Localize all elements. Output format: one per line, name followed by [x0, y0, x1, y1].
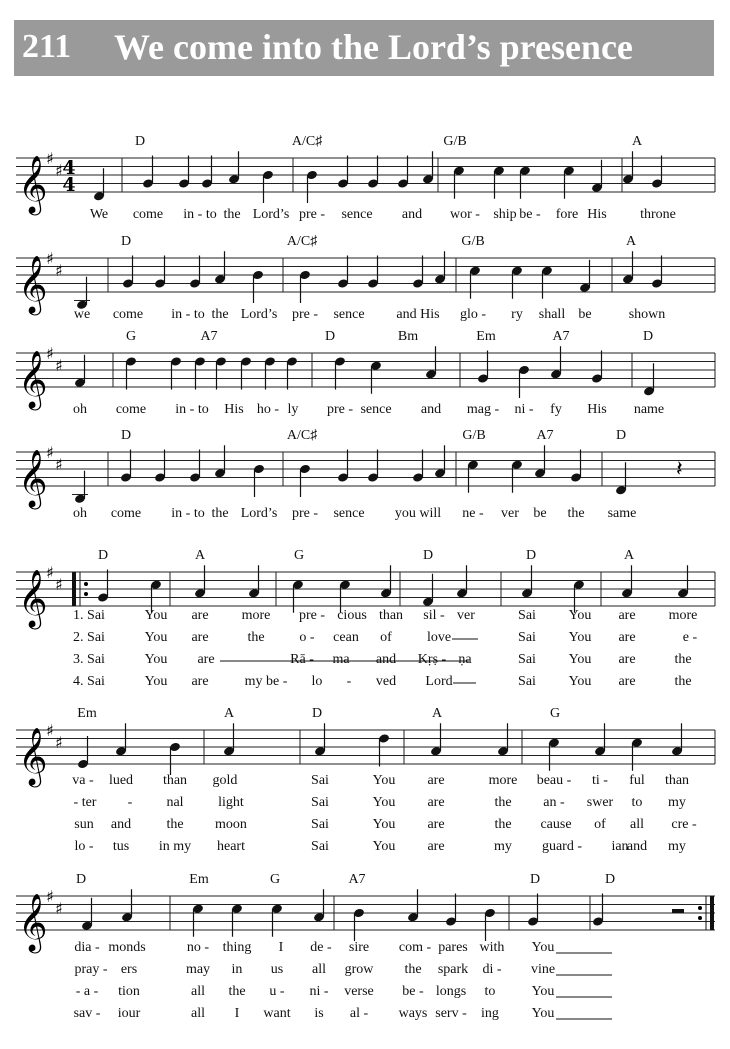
lyric-syllable: com - — [398, 940, 432, 955]
chord-symbol: D — [422, 548, 434, 563]
lyric-syllable: pre - — [298, 608, 326, 623]
lyric-syllable: - — [346, 674, 352, 689]
chord-symbol: G — [293, 548, 305, 563]
lyric-syllable: iour — [117, 1006, 141, 1021]
lyric-syllable: the — [674, 674, 692, 689]
lyric-syllable: cean — [333, 630, 359, 645]
lyric-syllable: in - to — [175, 402, 209, 417]
lyric-syllable: the — [247, 630, 265, 645]
lyric-syllable: - — [127, 795, 133, 810]
lyric-syllable: us — [270, 962, 284, 977]
lyric-syllable: want — [263, 1006, 291, 1021]
chord-symbol: A — [431, 706, 443, 721]
lyric-syllable: and — [420, 402, 442, 417]
lyric-syllable: longs — [435, 984, 467, 999]
lyric-syllable: the — [211, 506, 229, 521]
lyric-syllable: in - to — [171, 307, 205, 322]
lyric-syllable: come — [132, 207, 164, 222]
lyric-syllable: be - — [519, 207, 541, 222]
lyric-syllable: al - — [349, 1006, 369, 1021]
lyric-syllable: You — [568, 652, 592, 667]
chord-symbol: A7 — [200, 329, 218, 344]
repeat-dot — [84, 582, 88, 586]
lyric-syllable: ti - — [592, 773, 608, 788]
lyric-syllable: Sai — [518, 608, 536, 623]
treble-clef-icon: 𝄞 — [18, 155, 48, 213]
sharp-sign: ♯ — [46, 443, 54, 462]
lyric-syllable: throne — [640, 207, 676, 222]
lyric-syllable: u - — [269, 984, 285, 999]
lyric-syllable: more — [488, 773, 518, 788]
lyric-syllable: You — [568, 674, 592, 689]
lyric-syllable: You — [144, 674, 168, 689]
lyric-syllable: Lord — [425, 674, 453, 689]
chord-symbol: A/C♯ — [286, 234, 318, 249]
lyric-syllable: are — [427, 773, 445, 788]
chord-symbol: D — [642, 329, 654, 344]
lyric-syllable: we — [73, 307, 91, 322]
lyric-syllable: pre - — [326, 402, 354, 417]
lyric-syllable: ma — [332, 652, 350, 667]
lyric-syllable: lo — [311, 674, 323, 689]
lyric-syllable: ly — [287, 402, 299, 417]
lyric-syllable: Lord’s — [240, 506, 278, 521]
sharp-sign: ♯ — [55, 733, 63, 752]
lyric-syllable: beau - — [536, 773, 572, 788]
lyric-syllable: than — [378, 608, 404, 623]
lyric-syllable: the — [223, 207, 241, 222]
lyric-syllable: Rā - — [290, 652, 314, 667]
treble-clef-icon: 𝄞 — [18, 569, 48, 627]
chord-symbol: A7 — [536, 428, 554, 443]
lyric-syllable: to — [484, 984, 496, 999]
lyric-syllable: You — [144, 630, 168, 645]
lyric-syllable: than — [162, 773, 188, 788]
lyric-syllable: the — [228, 984, 246, 999]
lyric-syllable: are — [618, 652, 636, 667]
lyric-syllable: You — [531, 1006, 555, 1021]
lyric-syllable: and His — [396, 307, 440, 322]
lyric-syllable: ful — [629, 773, 645, 788]
lyric-syllable: sil - — [423, 608, 445, 623]
lyric-syllable: vine — [530, 962, 556, 977]
chord-symbol: A — [223, 706, 235, 721]
lyric-syllable: I — [278, 940, 284, 955]
lyric-syllable: moon — [215, 817, 247, 832]
half-rest-icon — [672, 909, 684, 913]
chord-symbol: A/C♯ — [291, 134, 323, 149]
lyric-syllable: shown — [628, 307, 666, 322]
chord-symbol: D — [525, 548, 537, 563]
chord-symbol: D — [134, 134, 146, 149]
lyric-syllable: Sai — [311, 839, 329, 854]
lyric-syllable: ver — [501, 506, 519, 521]
chord-symbol: A — [194, 548, 206, 563]
lyric-syllable: spark — [437, 962, 469, 977]
sharp-sign: ♯ — [55, 899, 63, 918]
lyric-syllable: all — [312, 962, 326, 977]
chord-symbol: Em — [189, 872, 209, 887]
chord-symbol: A/C♯ — [286, 428, 318, 443]
time-signature-top: 4 — [62, 157, 76, 179]
lyric-syllable: His — [224, 402, 244, 417]
chord-symbol: Em — [476, 329, 496, 344]
chord-symbol: D — [311, 706, 323, 721]
lyric-syllable: sence — [333, 307, 365, 322]
lyric-syllable: You — [372, 839, 396, 854]
staff-system — [16, 872, 715, 1021]
lyric-syllable: ved — [375, 674, 397, 689]
chord-symbol: D — [529, 872, 541, 887]
lyric-syllable: lued — [108, 773, 134, 788]
lyric-syllable: Sai — [311, 795, 329, 810]
lyric-syllable: more — [668, 608, 698, 623]
lyric-syllable: are — [427, 795, 445, 810]
lyric-syllable: Sai — [518, 630, 536, 645]
lyric-syllable: light — [218, 795, 244, 810]
lyric-syllable: and — [375, 652, 397, 667]
chord-symbol: A — [625, 234, 637, 249]
chord-symbol: G/B — [461, 234, 485, 249]
lyric-syllable: ing — [481, 1006, 499, 1021]
sharp-sign: ♯ — [46, 887, 54, 906]
lyric-syllable: 3. Sai — [73, 652, 105, 667]
lyric-syllable: e - — [682, 630, 698, 645]
lyric-syllable: Lord’s — [240, 307, 278, 322]
hymn-title: We come into the Lord’s presence — [114, 27, 633, 67]
lyric-syllable: tion — [118, 984, 140, 999]
lyric-syllable: pre - — [291, 506, 319, 521]
lyric-syllable: come — [115, 402, 147, 417]
lyric-syllable: ni - — [514, 402, 534, 417]
lyric-syllable: ways — [398, 1006, 428, 1021]
lyric-syllable: are — [197, 652, 215, 667]
chord-symbol: D — [120, 234, 132, 249]
lyric-syllable: ry — [511, 307, 523, 322]
repeat-dot — [84, 592, 88, 596]
sharp-sign: ♯ — [55, 161, 63, 180]
chord-symbol: G — [549, 706, 561, 721]
lyric-syllable: sav - — [73, 1006, 101, 1021]
chord-symbol: D — [75, 872, 87, 887]
sharp-sign: ♯ — [55, 455, 63, 474]
lyric-syllable: and — [110, 817, 132, 832]
lyric-syllable: my — [668, 839, 686, 854]
lyric-syllable: sence — [360, 402, 392, 417]
sharp-sign: ♯ — [55, 356, 63, 375]
lyric-syllable: Kṛṣ - — [417, 652, 447, 667]
sharp-sign: ♯ — [46, 721, 54, 740]
lyric-syllable: the — [567, 506, 585, 521]
quarter-rest-icon: 𝄽 — [676, 457, 683, 482]
lyric-syllable: heart — [217, 839, 245, 854]
chord-symbol: A — [631, 134, 643, 149]
lyric-syllable: You — [144, 608, 168, 623]
lyric-syllable: love — [426, 630, 452, 645]
lyric-syllable: lo - — [74, 839, 94, 854]
lyric-syllable: mag - — [466, 402, 500, 417]
chord-symbol: G — [125, 329, 137, 344]
lyric-syllable: in - to — [183, 207, 217, 222]
chord-symbol: Em — [77, 706, 97, 721]
lyric-syllable: His — [587, 207, 607, 222]
lyric-syllable: wor - — [450, 207, 480, 222]
lyric-syllable: all — [191, 1006, 205, 1021]
lyric-syllable: the — [494, 817, 512, 832]
chord-symbol: D — [120, 428, 132, 443]
lyric-syllable: be — [533, 506, 547, 521]
treble-clef-icon: 𝄞 — [18, 350, 48, 408]
lyric-syllable: dia - — [74, 940, 100, 955]
lyric-syllable: 1. Sai — [73, 608, 105, 623]
lyric-syllable: are — [618, 608, 636, 623]
lyric-syllable: are — [618, 630, 636, 645]
lyric-syllable: sire — [348, 940, 370, 955]
lyric-syllable: ne - — [462, 506, 484, 521]
staff-system — [16, 548, 715, 689]
lyric-syllable: Sai — [518, 674, 536, 689]
lyric-syllable: pray - — [74, 962, 108, 977]
lyric-syllable: and — [401, 207, 423, 222]
lyric-syllable: glo - — [459, 307, 487, 322]
chord-symbol: G/B — [443, 134, 467, 149]
lyric-syllable: shall — [538, 307, 566, 322]
lyric-syllable: You — [372, 795, 396, 810]
staff-system — [16, 428, 715, 521]
lyric-syllable: ho - — [256, 402, 280, 417]
lyric-syllable: all — [630, 817, 644, 832]
lyric-syllable: my be - — [244, 674, 288, 689]
lyric-syllable: thing — [222, 940, 252, 955]
sharp-sign: ♯ — [55, 575, 63, 594]
lyric-syllable: is — [314, 1006, 324, 1021]
lyric-syllable: You — [372, 773, 396, 788]
lyric-syllable: ver — [457, 608, 475, 623]
lyric-syllable: to — [631, 795, 643, 810]
lyric-syllable: name — [633, 402, 665, 417]
lyric-syllable: sun — [74, 817, 94, 832]
lyric-syllable: You — [568, 608, 592, 623]
lyric-syllable: are — [191, 674, 209, 689]
chord-symbol: D — [615, 428, 627, 443]
repeat-dot — [698, 906, 702, 910]
staff-system — [16, 134, 715, 222]
lyric-syllable: 2. Sai — [73, 630, 105, 645]
chord-symbol: D — [97, 548, 109, 563]
lyric-syllable: You — [144, 652, 168, 667]
lyric-syllable: sence — [341, 207, 373, 222]
lyric-syllable: are — [191, 630, 209, 645]
lyric-syllable: ṇa — [458, 652, 472, 667]
lyric-syllable: pre - — [291, 307, 319, 322]
lyric-syllable: and — [626, 839, 648, 854]
lyric-syllable: sence — [333, 506, 365, 521]
treble-clef-icon: 𝄞 — [18, 255, 48, 313]
lyric-syllable: ship — [493, 207, 517, 222]
chord-symbol: G/B — [462, 428, 486, 443]
lyric-syllable: ers — [120, 962, 138, 977]
lyric-syllable: ian — [611, 839, 629, 854]
lyric-syllable: o - — [299, 630, 315, 645]
lyric-syllable: come — [112, 307, 144, 322]
lyric-syllable: more — [241, 608, 271, 623]
lyric-syllable: nal — [166, 795, 184, 810]
lyric-syllable: the — [211, 307, 229, 322]
lyric-syllable: come — [110, 506, 142, 521]
lyric-syllable: ni - — [309, 984, 329, 999]
lyric-syllable: the — [494, 795, 512, 810]
treble-clef-icon: 𝄞 — [18, 449, 48, 507]
lyric-syllable: tus — [112, 839, 130, 854]
lyric-syllable: - a - — [75, 984, 99, 999]
lyric-syllable: cause — [540, 817, 572, 832]
lyric-syllable: pre - — [298, 207, 326, 222]
treble-clef-icon: 𝄞 — [18, 893, 48, 951]
chord-symbol: A7 — [552, 329, 570, 344]
lyric-syllable: You — [531, 984, 555, 999]
lyric-syllable: You — [531, 940, 555, 955]
lyric-syllable: You — [372, 817, 396, 832]
lyric-syllable: are — [427, 817, 445, 832]
lyric-syllable: Sai — [311, 817, 329, 832]
lyric-syllable: I — [234, 1006, 240, 1021]
lyric-syllable: the — [166, 817, 184, 832]
lyric-syllable: than — [664, 773, 690, 788]
lyric-syllable: you will — [394, 506, 442, 521]
lyric-syllable: oh — [73, 402, 87, 417]
lyric-syllable: be — [578, 307, 592, 322]
lyric-syllable: monds — [108, 940, 146, 955]
chord-symbol: A — [623, 548, 635, 563]
lyric-syllable: Sai — [518, 652, 536, 667]
lyric-syllable: no - — [186, 940, 210, 955]
lyric-syllable: same — [607, 506, 637, 521]
lyric-syllable: fore — [555, 207, 579, 222]
lyric-syllable: in — [231, 962, 243, 977]
lyric-syllable: may — [185, 962, 211, 977]
lyric-syllable: - ter — [73, 795, 97, 810]
lyric-syllable: gold — [212, 773, 238, 788]
repeat-dot — [698, 916, 702, 920]
lyric-syllable: the — [404, 962, 422, 977]
lyric-syllable: cious — [337, 608, 367, 623]
staff-system — [16, 706, 715, 854]
lyric-syllable: Lord’s — [252, 207, 290, 222]
chord-symbol: Bm — [397, 329, 419, 344]
sharp-sign: ♯ — [55, 261, 63, 280]
lyric-syllable: 4. Sai — [73, 674, 105, 689]
lyric-syllable: swer — [586, 795, 614, 810]
lyric-syllable: va - — [72, 773, 94, 788]
time-signature-bottom: 4 — [62, 174, 76, 196]
sharp-sign: ♯ — [46, 344, 54, 363]
lyric-syllable: di - — [482, 962, 502, 977]
chord-symbol: G — [269, 872, 281, 887]
sharp-sign: ♯ — [46, 149, 54, 168]
hymn-number: 211 — [22, 28, 72, 65]
chord-symbol: A7 — [348, 872, 366, 887]
lyric-syllable: pares — [438, 940, 468, 955]
lyric-syllable: in my — [158, 839, 192, 854]
lyric-syllable: Sai — [311, 773, 329, 788]
lyric-syllable: de - — [310, 940, 332, 955]
lyric-syllable: with — [479, 940, 505, 955]
treble-clef-icon: 𝄞 — [18, 727, 48, 785]
lyric-syllable: oh — [73, 506, 87, 521]
lyric-syllable: serv - — [435, 1006, 467, 1021]
staff-system — [16, 234, 715, 322]
lyric-syllable: my — [494, 839, 512, 854]
lyric-syllable: be - — [402, 984, 424, 999]
lyric-syllable: His — [587, 402, 607, 417]
lyric-syllable: cre - — [671, 817, 697, 832]
lyric-syllable: the — [674, 652, 692, 667]
lyric-syllable: fy — [550, 402, 562, 417]
lyric-syllable: are — [191, 608, 209, 623]
lyric-syllable: We — [89, 207, 109, 222]
lyric-syllable: are — [618, 674, 636, 689]
lyric-syllable: of — [594, 817, 606, 832]
chord-symbol: D — [324, 329, 336, 344]
lyric-syllable: are — [427, 839, 445, 854]
lyric-syllable: an - — [543, 795, 565, 810]
lyric-syllable: You — [568, 630, 592, 645]
sharp-sign: ♯ — [46, 249, 54, 268]
lyric-syllable: all — [191, 984, 205, 999]
chord-symbol: D — [604, 872, 616, 887]
lyric-syllable: guard - — [541, 839, 583, 854]
lyric-syllable: in - to — [171, 506, 205, 521]
staff-system — [16, 329, 715, 417]
lyric-syllable: my — [668, 795, 686, 810]
sharp-sign: ♯ — [46, 563, 54, 582]
lyric-syllable: verse — [344, 984, 374, 999]
lyric-syllable: of — [380, 630, 392, 645]
lyric-syllable: grow — [344, 962, 374, 977]
